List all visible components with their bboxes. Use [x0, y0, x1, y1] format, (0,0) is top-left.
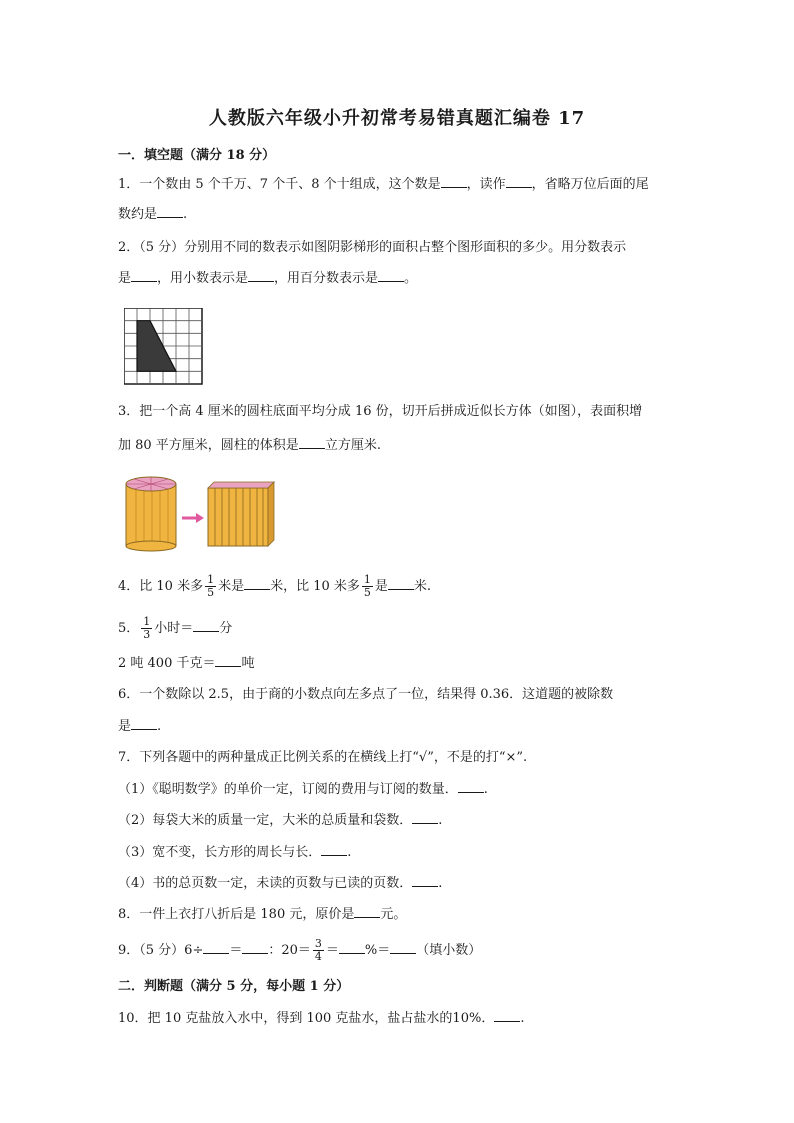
- question-4: [118, 574, 431, 599]
- question-1-line-2: [118, 205, 187, 224]
- q7-text: .: [483, 782, 488, 797]
- question-7-item-2: [118, 811, 442, 830]
- cylinder-to-cuboid-figure: [122, 474, 277, 552]
- answer-blank[interactable]: [203, 941, 229, 954]
- q9-text: %＝: [364, 943, 391, 958]
- q3-text: 3．把一个高 4 厘米的圆柱底面平均分成 16 份，切开后拼成近似长方体（如图），表面积增: [118, 404, 643, 419]
- q10-text: 10．把 10 克盐放入水中，得到 100 克盐水，盐占盐水的10%．: [118, 1011, 495, 1026]
- q10-text: .: [520, 1011, 525, 1026]
- question-6-line-2: [118, 717, 161, 736]
- q7-item-text: （2）每袋大米的质量一定，大米的总质量和袋数．: [118, 813, 413, 828]
- q7-item-text: （4）书的总页数一定，未读的页数与已读的页数．: [118, 876, 413, 891]
- question-7-item-1: [118, 780, 488, 799]
- q4-text: 米.: [413, 579, 432, 594]
- fraction-denominator: 4: [314, 950, 322, 963]
- question-2-line-1: [118, 239, 626, 257]
- q2-text: 。: [404, 271, 418, 286]
- answer-blank[interactable]: [215, 654, 241, 667]
- q5-text: 2 吨 400 千克＝: [118, 656, 216, 671]
- question-1-line-1: [118, 175, 649, 194]
- arrow-icon: [196, 513, 204, 523]
- question-3-line-1: [118, 403, 642, 421]
- q7-text: .: [438, 813, 443, 828]
- answer-blank[interactable]: [244, 577, 270, 590]
- q6-text: 是: [118, 719, 132, 734]
- q4-text: 米是: [218, 579, 245, 594]
- question-5-line-1: [118, 616, 232, 641]
- fraction-numerator: 1: [363, 573, 371, 586]
- question-9: [118, 938, 481, 963]
- answer-blank[interactable]: [506, 175, 532, 188]
- q6-text: 6．一个数除以 2.5，由于商的小数点向左多点了一位，结果得 0.36．这道题的被除数: [118, 687, 614, 702]
- fraction: [205, 574, 216, 599]
- question-7-item-4: [118, 874, 442, 893]
- q5-text: 小时＝: [154, 621, 194, 636]
- q4-text: 米，比 10 米多: [270, 579, 360, 594]
- q6-text: .: [157, 719, 162, 734]
- answer-blank[interactable]: [157, 205, 183, 218]
- fraction-denominator: 3: [143, 628, 151, 641]
- answer-blank[interactable]: [390, 941, 416, 954]
- q7-text: .: [438, 876, 443, 891]
- q7-item-text: （3）宽不变，长方形的周长与长．: [118, 845, 322, 860]
- question-7-stem: [118, 749, 527, 767]
- trapezoid-grid-figure: [124, 308, 204, 386]
- q5-text: 5．: [118, 621, 140, 636]
- answer-blank[interactable]: [412, 811, 438, 824]
- answer-blank[interactable]: [339, 941, 365, 954]
- q8-text: 元。: [380, 907, 407, 922]
- answer-blank[interactable]: [441, 175, 467, 188]
- answer-blank[interactable]: [193, 619, 219, 632]
- answer-blank[interactable]: [354, 905, 380, 918]
- q9-text: ＝: [325, 943, 339, 958]
- fraction-denominator: 5: [207, 586, 215, 599]
- q5-text: 吨: [241, 656, 255, 671]
- q3-text: 立方厘米.: [324, 438, 381, 453]
- question-10: [118, 1009, 524, 1028]
- answer-blank[interactable]: [388, 577, 414, 590]
- question-6-line-1: [118, 686, 613, 704]
- fraction: [141, 616, 152, 641]
- q9-text: ＝: [229, 943, 243, 958]
- fraction: [362, 574, 373, 599]
- q9-text: 9．（5 分）6÷: [118, 943, 204, 958]
- q3-text: 加 80 平方厘米，圆柱的体积是: [118, 438, 299, 453]
- q7-text: 7．下列各题中的两种量成正比例关系的在横线上打“√”，不是的打“×”.: [118, 750, 528, 765]
- q9-text: （填小数）: [416, 943, 482, 958]
- question-8: [118, 905, 406, 924]
- page-title: 人教版六年级小升初常考易错真题汇编卷 17: [208, 108, 586, 129]
- q1-text: 1．一个数由 5 个千万、7 个千、8 个十组成，这个数是: [118, 177, 441, 192]
- answer-blank[interactable]: [242, 941, 268, 954]
- q9-text: ：20＝: [268, 943, 311, 958]
- question-5-line-2: [118, 654, 255, 673]
- answer-blank[interactable]: [494, 1009, 520, 1022]
- q1-text: ，读作: [466, 177, 506, 192]
- fraction-denominator: 5: [363, 586, 371, 599]
- q2-text: ，用百分数表示是: [274, 271, 379, 286]
- answer-blank[interactable]: [248, 269, 274, 282]
- answer-blank[interactable]: [378, 269, 404, 282]
- question-3-line-2: [118, 436, 381, 455]
- q1-text: ，省略万位后面的尾: [531, 177, 649, 192]
- q2-text: 2．（5 分）分别用不同的数表示如图阴影梯形的面积占整个图形面积的多少。用分数表示: [118, 240, 627, 255]
- answer-blank[interactable]: [458, 780, 484, 793]
- q8-text: 8．一件上衣打八折后是 180 元，原价是: [118, 907, 355, 922]
- fraction-numerator: 1: [143, 615, 151, 628]
- answer-blank[interactable]: [131, 717, 157, 730]
- q4-text: 4．比 10 米多: [118, 579, 204, 594]
- answer-blank[interactable]: [299, 436, 325, 449]
- section-heading-true-false: 二．判断题（满分 5 分，每小题 1 分）: [118, 979, 350, 994]
- answer-blank[interactable]: [131, 269, 157, 282]
- fraction: [313, 938, 324, 963]
- answer-blank[interactable]: [412, 874, 438, 887]
- section-heading-fill-blank: 一．填空题（满分 18 分）: [118, 148, 276, 163]
- q7-item-text: （1）《聪明数学》的单价一定，订阅的费用与订阅的数量．: [118, 782, 458, 797]
- question-2-line-2: [118, 269, 417, 288]
- q4-text: 是: [374, 579, 388, 594]
- q5-text: 分: [219, 621, 233, 636]
- q7-text: .: [347, 845, 352, 860]
- answer-blank[interactable]: [321, 843, 347, 856]
- question-7-item-3: [118, 843, 351, 862]
- q2-text: 是: [118, 271, 132, 286]
- fraction-numerator: 3: [314, 937, 322, 950]
- q1-text: 数约是: [118, 207, 158, 222]
- fraction-numerator: 1: [207, 573, 215, 586]
- q1-text: .: [183, 207, 188, 222]
- q2-text: ，用小数表示是: [157, 271, 249, 286]
